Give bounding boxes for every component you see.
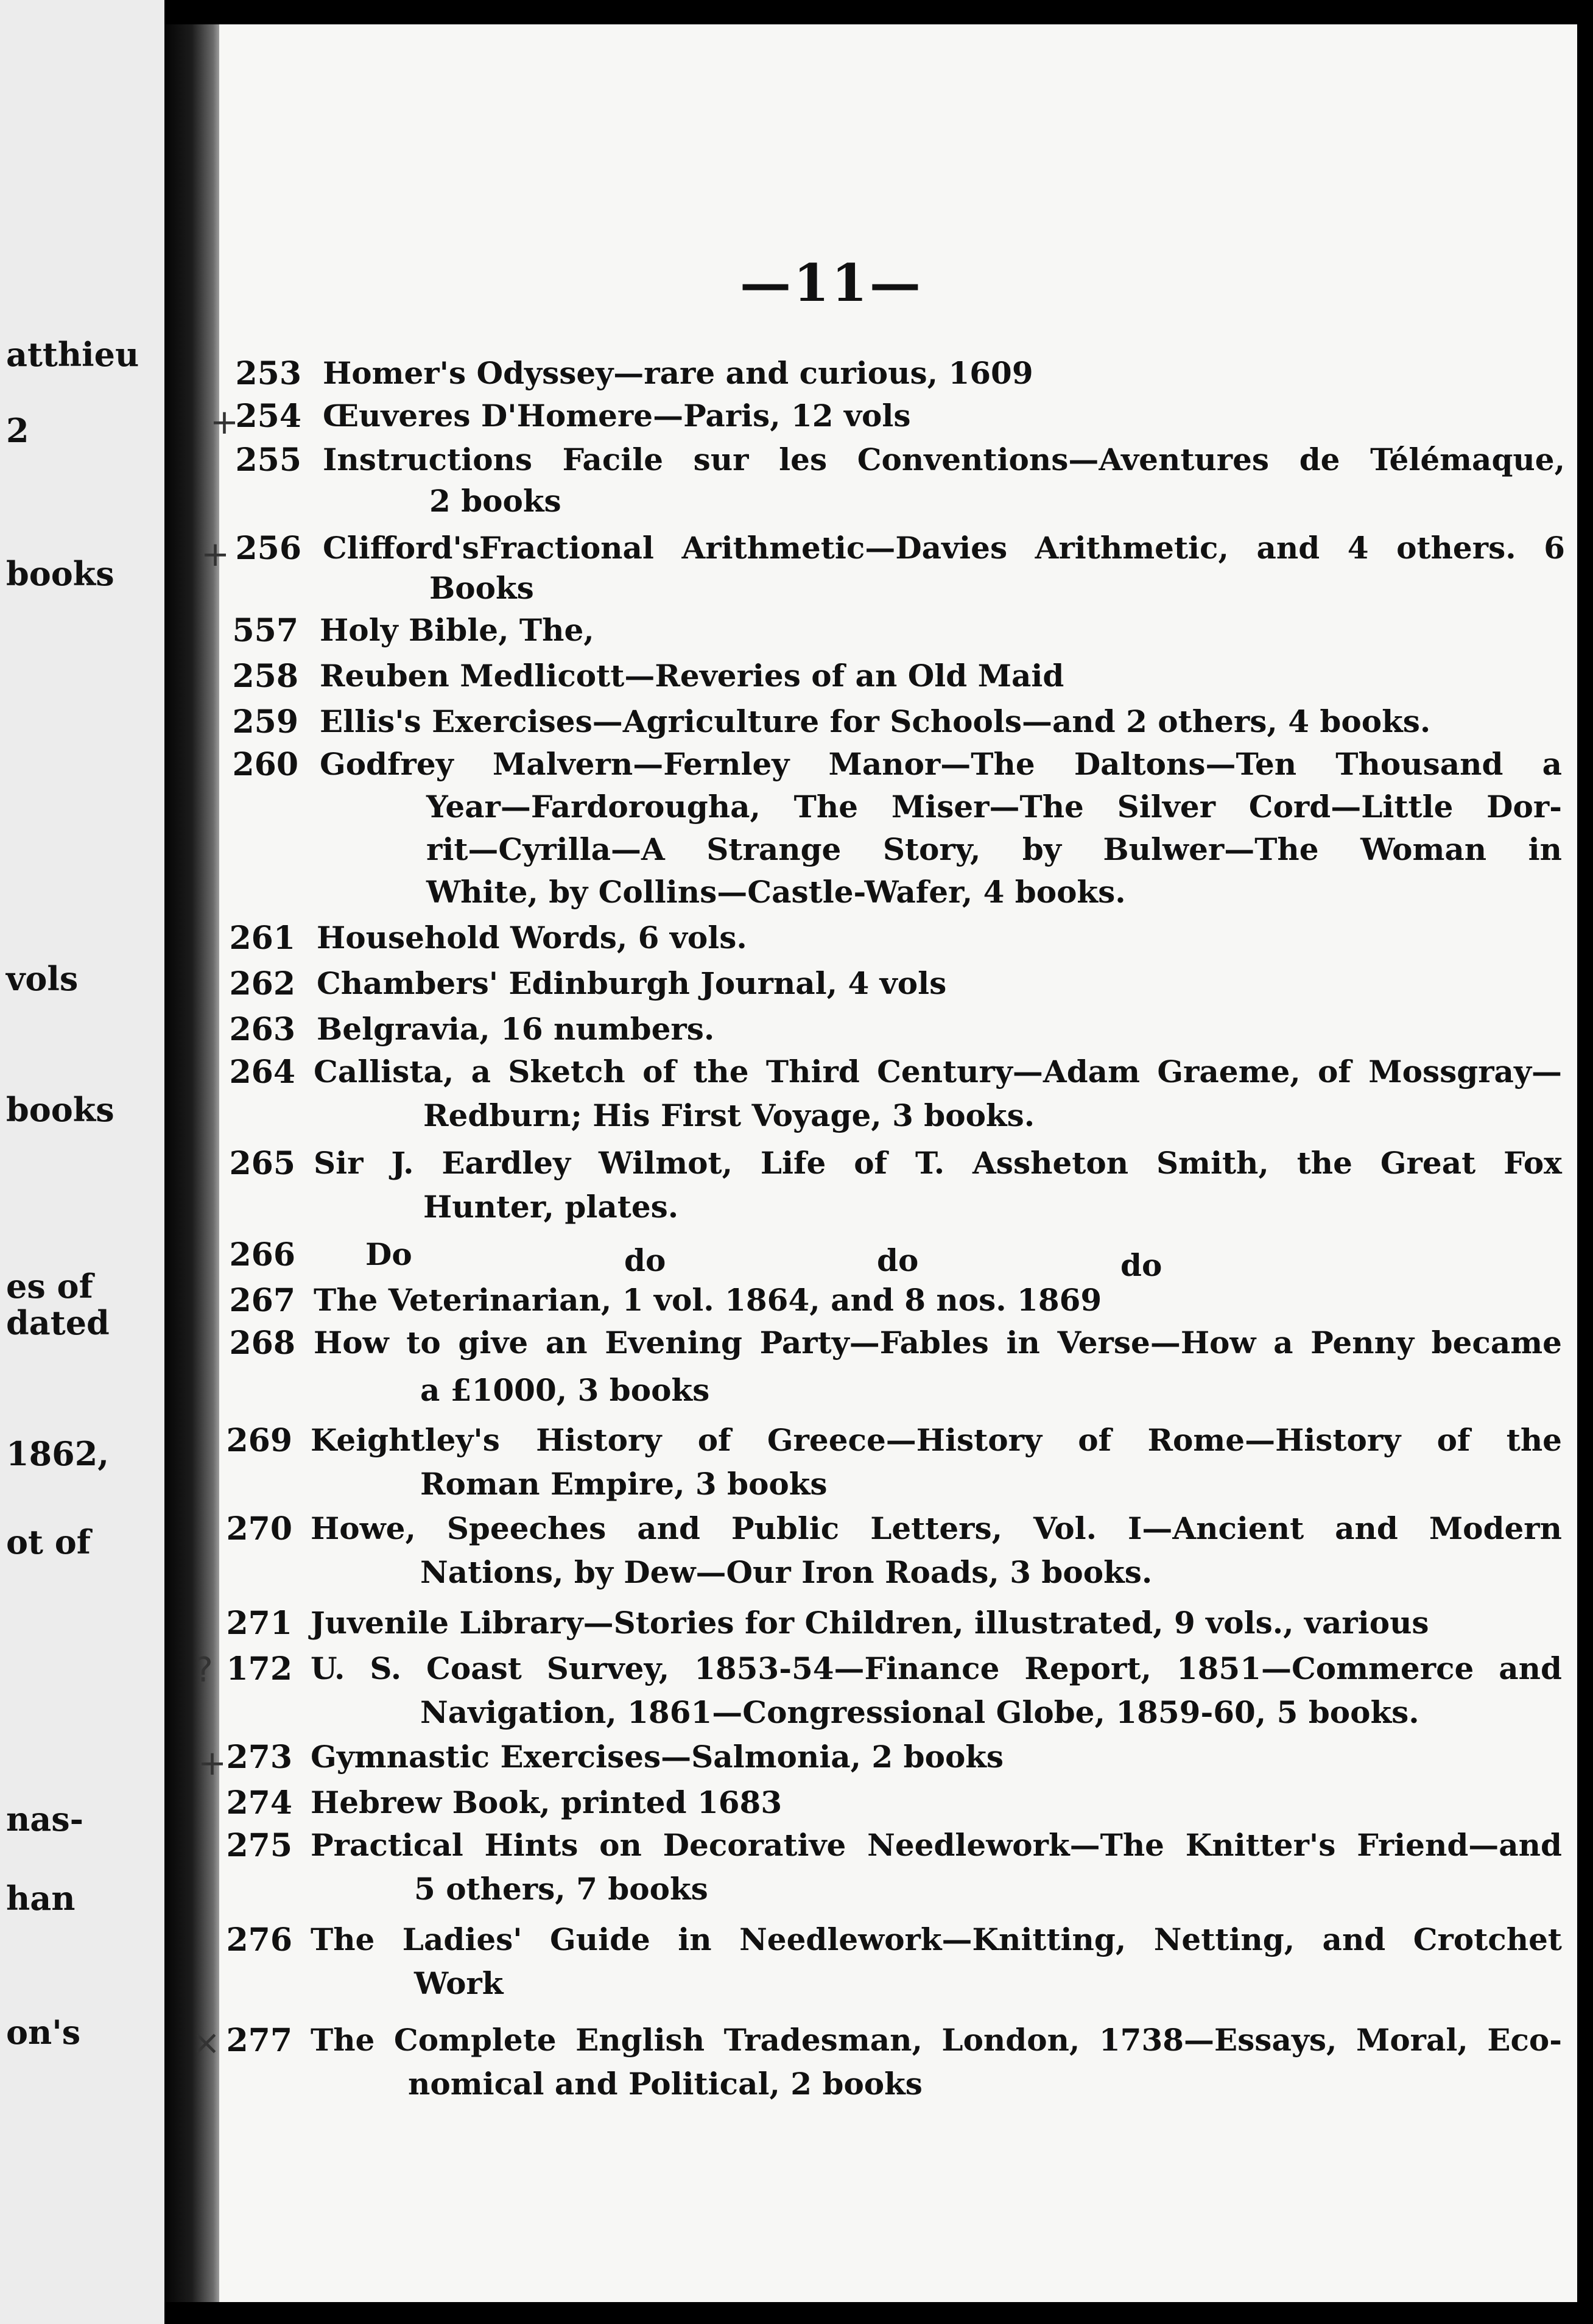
catalogue-page xyxy=(192,24,1577,2302)
entry-line: Keightley's History of Greece—History of Rome—History of the xyxy=(311,1422,1562,1458)
lot-number: 557 xyxy=(232,612,298,649)
entry-line: Roman Empire, 3 books xyxy=(420,1466,828,1502)
entry-line: Hunter, plates. xyxy=(423,1189,679,1225)
entry-line: Chambers' Edinburgh Journal, 4 vols xyxy=(317,965,947,1001)
entry-line: The Complete English Tradesman, London, 1738—Essays, Moral, Eco- xyxy=(311,2022,1562,2058)
lot-number: 264 xyxy=(229,1054,295,1091)
entry-line: Books xyxy=(429,570,534,606)
lot-number: 268 xyxy=(229,1325,295,1362)
entry-line: U. S. Coast Survey, 1853-54—Finance Report, 1851—Commerce and xyxy=(311,1650,1562,1686)
left-fragment: es of xyxy=(6,1267,93,1306)
lot-number: 275 xyxy=(226,1827,292,1864)
entry-line: Godfrey Malvern—Fernley Manor—The Daltons—Ten Thousand a xyxy=(320,746,1562,782)
entry-line: Clifford'sFractional Arithmetic—Davies Arithmetic, and 4 others. 6 xyxy=(323,530,1565,566)
entry-line: Gymnastic Exercises—Salmonia, 2 books xyxy=(311,1739,1004,1775)
left-fragment: nas- xyxy=(6,1800,84,1839)
entry-line: Howe, Speeches and Public Letters, Vol. I—Ancient and Modern xyxy=(311,1510,1562,1546)
entry-line: How to give an Evening Party—Fables in Verse—How a Penny became xyxy=(314,1325,1562,1361)
ditto-mark: do xyxy=(624,1242,666,1278)
left-page-fragment xyxy=(0,0,164,2324)
lot-number: 256 xyxy=(235,530,301,567)
ditto-mark: do xyxy=(1120,1247,1162,1283)
lot-number: 261 xyxy=(229,920,295,957)
entry-line: Redburn; His First Voyage, 3 books. xyxy=(423,1097,1035,1133)
left-fragment: dated xyxy=(6,1303,110,1342)
annotation-mark: + xyxy=(198,1744,227,1783)
ditto-mark: Do xyxy=(365,1236,412,1272)
annotation-mark: ? xyxy=(195,1650,213,1690)
entry-line: 5 others, 7 books xyxy=(414,1871,708,1907)
entry-line: The Veterinarian, 1 vol. 1864, and 8 nos. 1869 xyxy=(314,1282,1102,1318)
entry-line: Reuben Medlicott—Reveries of an Old Maid xyxy=(320,658,1064,694)
lot-number: 271 xyxy=(226,1605,292,1642)
entry-line: Holy Bible, The, xyxy=(320,612,594,648)
lot-number: 259 xyxy=(232,703,298,741)
left-fragment: on's xyxy=(6,2013,81,2052)
entry-line: Ellis's Exercises—Agriculture for Schools—and 2 others, 4 books. xyxy=(320,703,1431,739)
entry-line: Nations, by Dew—Our Iron Roads, 3 books. xyxy=(420,1554,1153,1590)
entry-line: Hebrew Book, printed 1683 xyxy=(311,1784,782,1820)
lot-number: 255 xyxy=(235,442,301,479)
lot-number: 253 xyxy=(235,355,301,392)
lot-number: 265 xyxy=(229,1145,295,1182)
lot-number: 258 xyxy=(232,658,298,695)
lot-number: 267 xyxy=(229,1282,295,1319)
ditto-mark: do xyxy=(877,1242,919,1278)
left-fragment: 2 xyxy=(6,411,29,450)
lot-number: 273 xyxy=(226,1739,292,1776)
lot-number: 266 xyxy=(229,1236,295,1273)
lot-number: 276 xyxy=(226,1921,292,1959)
entry-line: 2 books xyxy=(429,483,561,519)
entry-line: Practical Hints on Decorative Needlework—The Knitter's Friend—and xyxy=(311,1827,1562,1863)
annotation-mark: + xyxy=(210,403,239,442)
entry-line: The Ladies' Guide in Needlework—Knitting, Netting, and Crotchet xyxy=(311,1921,1562,1957)
lot-number: 277 xyxy=(226,2022,292,2059)
annotation-mark: × xyxy=(192,2023,220,2063)
lot-number: 172 xyxy=(226,1650,292,1688)
lot-number: 274 xyxy=(226,1784,292,1822)
entry-line: rit—Cyrilla—A Strange Story, by Bulwer—The Woman in xyxy=(426,831,1562,867)
entry-line: White, by Collins—Castle-Wafer, 4 books. xyxy=(426,874,1126,910)
left-fragment: atthieu xyxy=(6,335,139,374)
left-fragment: 1862, xyxy=(6,1434,110,1473)
entry-line: Year—Fardorougha, The Miser—The Silver Cord—Little Dor- xyxy=(426,789,1562,825)
entry-line: Work xyxy=(414,1965,504,2001)
lot-number: 254 xyxy=(235,398,301,435)
entry-line: Belgravia, 16 numbers. xyxy=(317,1011,715,1047)
lot-number: 270 xyxy=(226,1510,292,1548)
lot-number: 269 xyxy=(226,1422,292,1459)
entry-line: Instructions Facile sur les Conventions—Aventures de Télémaque, xyxy=(323,442,1565,477)
left-fragment: vols xyxy=(6,959,79,998)
page-number: —11— xyxy=(740,253,923,313)
left-fragment: books xyxy=(6,554,114,593)
lot-number: 263 xyxy=(229,1011,295,1048)
left-fragment: books xyxy=(6,1090,114,1129)
entry-line: a £1000, 3 books xyxy=(420,1372,710,1408)
entry-line: Sir J. Eardley Wilmot, Life of T. Assheton Smith, the Great Fox xyxy=(314,1145,1562,1181)
entry-line: Navigation, 1861—Congressional Globe, 1859-60, 5 books. xyxy=(420,1694,1419,1730)
annotation-mark: + xyxy=(201,535,230,574)
left-fragment: han xyxy=(6,1879,76,1918)
entry-line: Œuveres D'Homere—Paris, 12 vols xyxy=(323,398,911,434)
binding-gutter xyxy=(164,24,225,2302)
lot-number: 262 xyxy=(229,965,295,1002)
entry-line: Callista, a Sketch of the Third Century—Adam Graeme, of Mossgray— xyxy=(314,1054,1562,1090)
entry-line: Household Words, 6 vols. xyxy=(317,920,747,956)
left-fragment: ot of xyxy=(6,1523,91,1562)
entry-line: nomical and Political, 2 books xyxy=(408,2066,923,2102)
entry-line: Homer's Odyssey—rare and curious, 1609 xyxy=(323,355,1033,391)
lot-number: 260 xyxy=(232,746,298,783)
entry-line: Juvenile Library—Stories for Children, illustrated, 9 vols., various xyxy=(311,1605,1429,1641)
